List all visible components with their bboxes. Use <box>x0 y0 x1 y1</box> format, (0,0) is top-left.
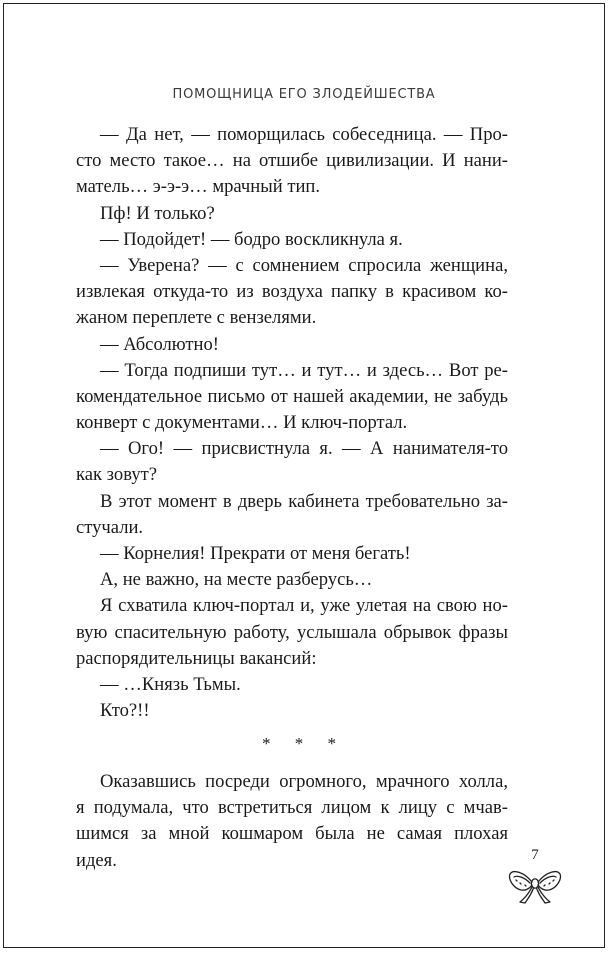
text-line: жаном переплете с вензелями. <box>76 307 317 329</box>
text-line: шимся за мной кошмаром была не самая плохая <box>76 823 508 845</box>
text-line: я подумала, что встретиться лицом к лицу с мчав- <box>76 797 508 819</box>
text-line: — Тогда подпиши тут… и тут… и здесь… Вот ре- <box>100 359 508 381</box>
text-line: идея. <box>76 849 117 871</box>
bow-icon <box>507 866 563 906</box>
text-line: как зовут? <box>76 464 158 486</box>
text-line: А, не важно, на месте разберусь… <box>100 569 373 591</box>
text-line: конверт с документами… И ключ-портал. <box>76 412 408 434</box>
text-line: Пф! И только? <box>100 202 215 224</box>
text-line: распорядительницы вакансий: <box>76 647 317 669</box>
text-line: Оказавшись посреди огромного, мрачного холла, <box>100 771 508 792</box>
text-line: — Корнелия! Прекрати от меня бегать! <box>100 543 411 564</box>
page-number: 7 <box>531 847 539 863</box>
text-line: вую спасительную работу, услышала обрывок фразы <box>76 621 508 643</box>
body-text <box>76 122 508 724</box>
book-page <box>3 3 605 948</box>
text-line: — …Князь Тьмы. <box>100 673 241 695</box>
text-line: Я схватила ключ-портал и, уже улетая на свою но- <box>100 595 508 617</box>
text-line: — Ого! — присвистнула я. — А нанимателя-то <box>100 438 508 460</box>
text-line: В этот момент в дверь кабинета требовательно за- <box>100 490 508 512</box>
text-line: матель… э-э-э… мрачный тип. <box>76 176 320 198</box>
text-line: Кто?!! <box>100 700 150 722</box>
text-line: — Подойдет! — бодро воскликнула я. <box>100 228 403 250</box>
body-text-continued <box>76 769 508 874</box>
text-line: извлекая откуда-то из воздуха папку в красивом ко- <box>76 281 508 303</box>
text-line: стучали. <box>76 516 144 538</box>
section-separator: * * * <box>262 734 346 753</box>
text-line: — Абсолютно! <box>100 333 219 355</box>
text-line: сто место такое… на отшибе цивилизации. И нани- <box>76 150 508 172</box>
text-line: — Да нет, — поморщилась собеседница. — Про- <box>100 124 508 145</box>
text-line: комендательное письмо от нашей академии, не забудь <box>76 385 508 407</box>
text-line: — Уверена? — с сомнением спросила женщина, <box>100 254 508 276</box>
running-head: ПОМОЩНИЦА ЕГО ЗЛОДЕЙШЕСТВА <box>172 87 436 102</box>
